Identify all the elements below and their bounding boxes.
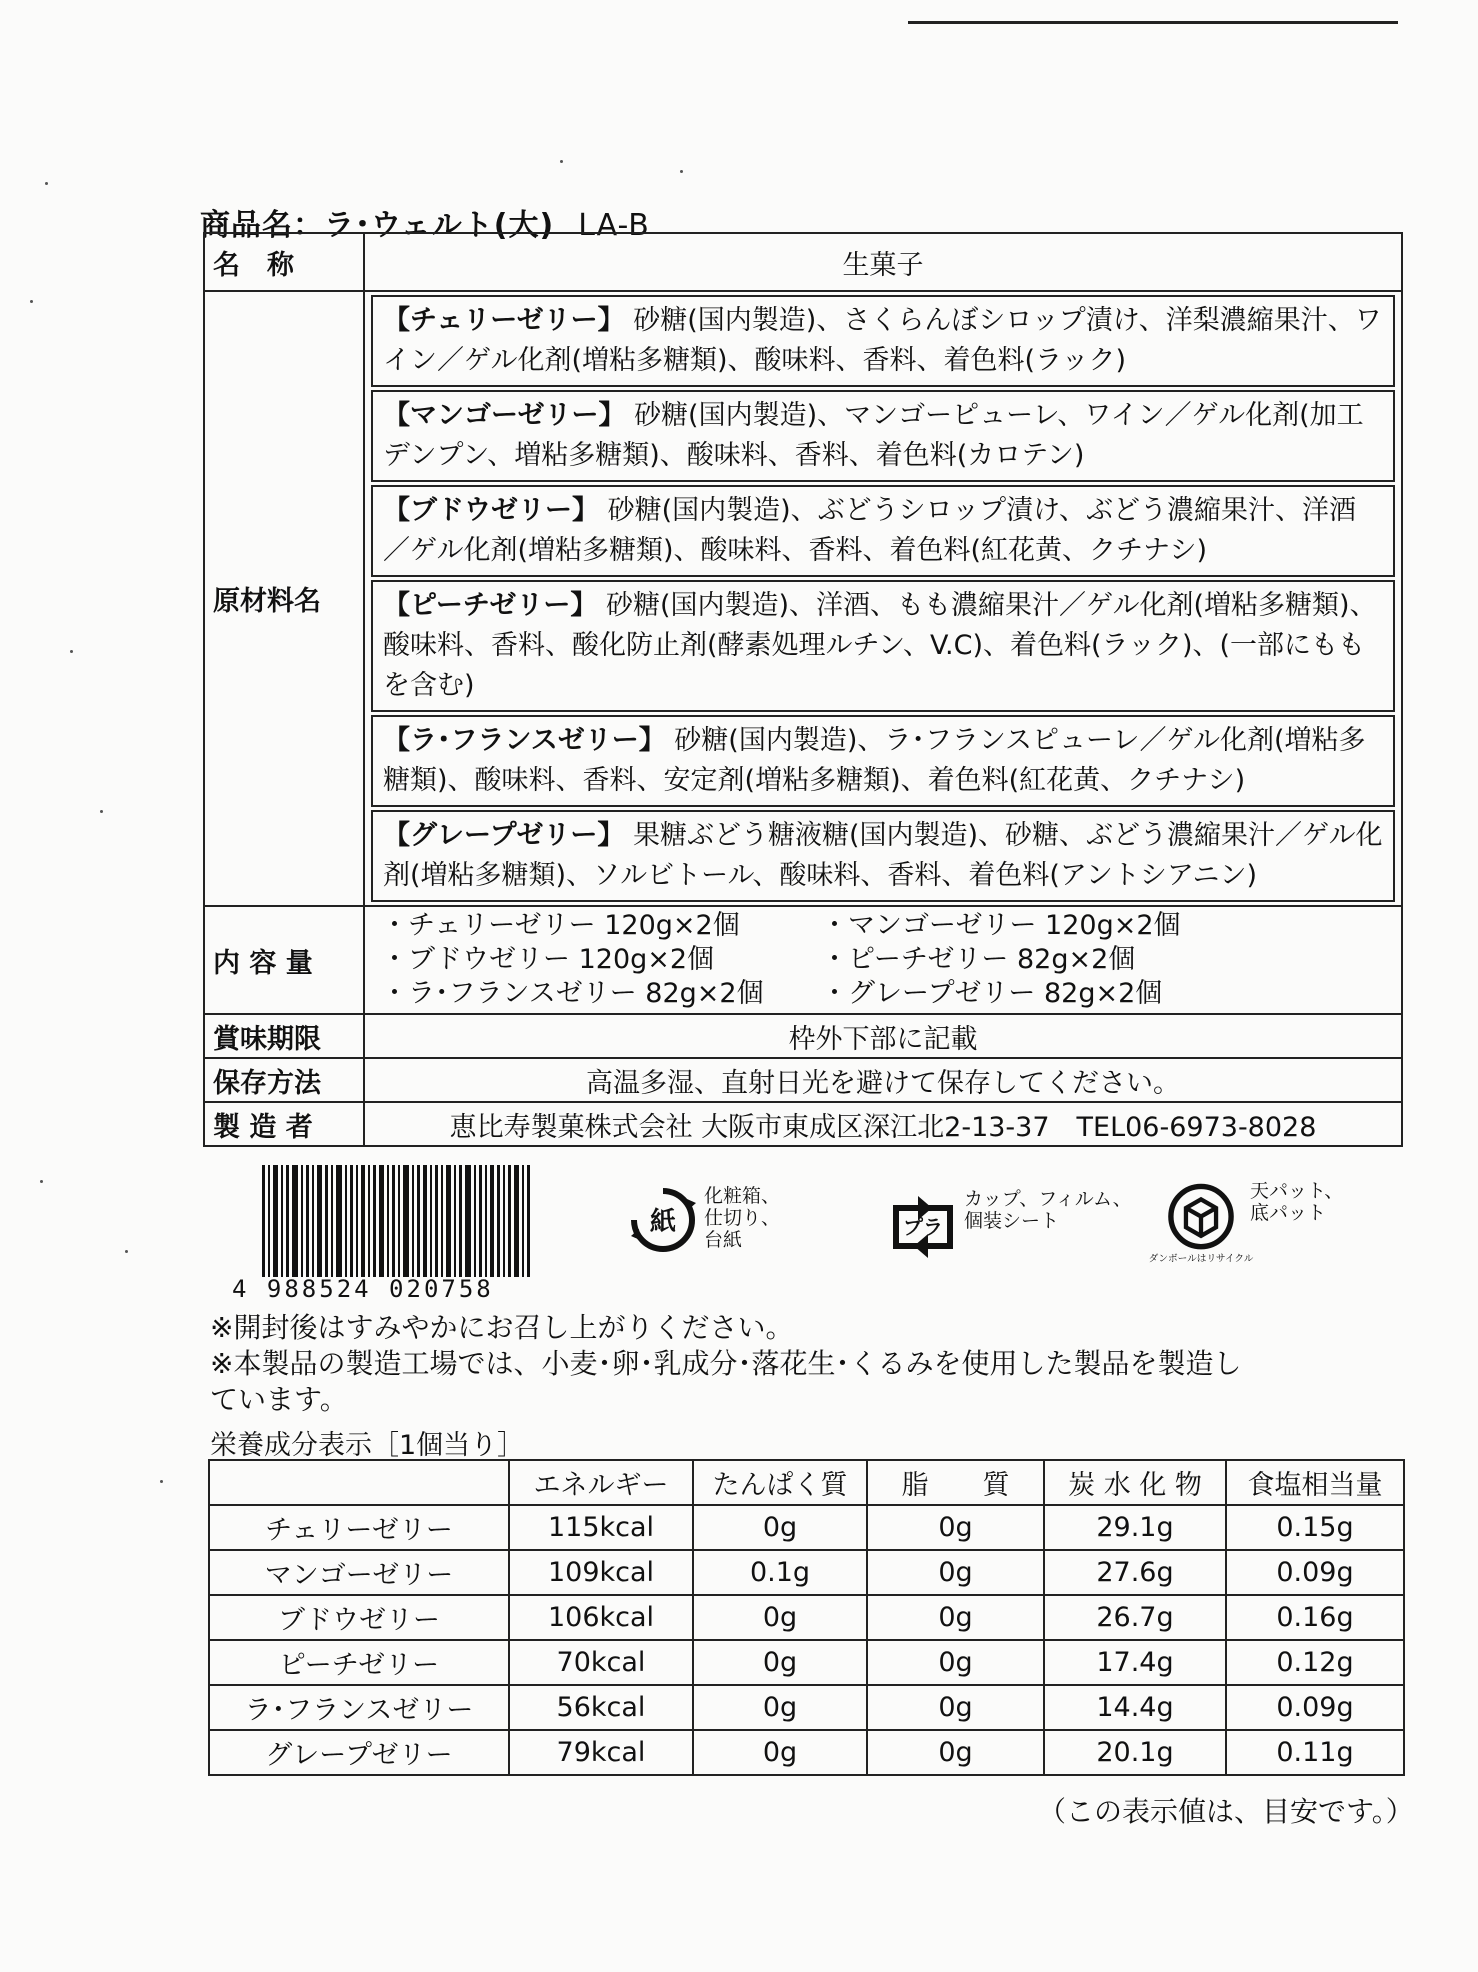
header-salt: 食塩相当量 <box>1226 1460 1404 1505</box>
ingredient-text: 果糖ぶどう糖液糖(国内製造)、砂糖、ぶどう濃縮果汁／ゲル化剤(増粘多糖類)、ソルビトール、酸味料、香料、着色料(アントシアニン) <box>383 820 1383 891</box>
maker-label: 製 造 者 <box>204 1102 364 1146</box>
recycle-text: 個装シート <box>964 1210 1060 1232</box>
paper-mark: 紙 <box>649 1207 677 1237</box>
scan-speck <box>160 1480 163 1483</box>
barcode-number: 4 988524 020758 <box>232 1275 494 1303</box>
contents-item: ・グレープゼリー 82g×2個 <box>821 978 1163 1009</box>
contents-row <box>381 943 1385 977</box>
ingredient-block <box>371 485 1395 577</box>
nutrition-row <box>209 1505 1404 1550</box>
cell-energy: 109kcal <box>509 1550 693 1595</box>
contents-item: ・マンゴーゼリー 120g×2個 <box>821 910 1181 941</box>
ingredient-text: 砂糖(国内製造)、洋酒、もも濃縮果汁／ゲル化剤(増粘多糖類)、酸味料、香料、酸化防止剤(酵素処理ルチン、V.C)、着色料(ラック)、(一部にももを含む) <box>383 590 1377 701</box>
product-code: LA-B <box>578 208 650 243</box>
cell-energy: 70kcal <box>509 1640 693 1685</box>
row-name: ブドウゼリー <box>209 1595 509 1640</box>
recycle-plastic <box>888 1188 1132 1258</box>
ingredient-block <box>371 390 1395 482</box>
cell-carbs: 20.1g <box>1044 1730 1226 1775</box>
contents-item: ・ラ･フランスゼリー 82g×2個 <box>381 978 764 1009</box>
product-name: 商品名：ラ･ウェルト(大) <box>200 208 555 243</box>
cell-energy: 56kcal <box>509 1685 693 1730</box>
scan-speck <box>100 810 103 813</box>
note-line: ※開封後はすみやかにお召し上がりください。 <box>210 1311 794 1344</box>
row-name: マンゴーゼリー <box>209 1550 509 1595</box>
nutrition-header-row <box>209 1460 1404 1505</box>
ingredient-name: 【マンゴーゼリー】 <box>383 400 626 431</box>
recycle-text: 台紙 <box>704 1229 743 1251</box>
cell-carbs: 29.1g <box>1044 1505 1226 1550</box>
expiry-label: 賞味期限 <box>204 1014 364 1058</box>
scan-speck <box>560 160 563 163</box>
cell-protein: 0g <box>693 1505 867 1550</box>
ingredient-block <box>371 295 1395 387</box>
scan-speck <box>70 650 73 653</box>
cell-fat: 0g <box>867 1685 1044 1730</box>
header-fat: 脂 質 <box>867 1460 1044 1505</box>
cardboard-mark: ダンボールはリサイクル <box>1148 1253 1254 1265</box>
cell-energy: 79kcal <box>509 1730 693 1775</box>
paper-recycle-icon <box>628 1185 698 1255</box>
ingredient-name: 【ラ･フランスゼリー】 <box>383 725 666 756</box>
cell-carbs: 17.4g <box>1044 1640 1226 1685</box>
cell-protein: 0.1g <box>693 1550 867 1595</box>
nutrition-row <box>209 1595 1404 1640</box>
cell-fat: 0g <box>867 1550 1044 1595</box>
ingredient-block <box>371 580 1395 712</box>
cell-protein: 0g <box>693 1595 867 1640</box>
cell-energy: 115kcal <box>509 1505 693 1550</box>
contents-row <box>381 909 1385 943</box>
plastic-recycle-icon <box>888 1188 958 1258</box>
header-carbs: 炭 水 化 物 <box>1044 1460 1226 1505</box>
cell-carbs: 27.6g <box>1044 1550 1226 1595</box>
ingredient-name: 【チェリーゼリー】 <box>383 305 625 336</box>
scan-edge-line <box>908 21 1398 24</box>
cell-protein: 0g <box>693 1730 867 1775</box>
nutrition-row <box>209 1730 1404 1775</box>
cell-fat: 0g <box>867 1595 1044 1640</box>
nutrition-corner <box>209 1460 509 1505</box>
name-value: 生菓子 <box>364 233 1402 291</box>
ingredients-cell <box>364 291 1402 906</box>
row-name: ピーチゼリー <box>209 1640 509 1685</box>
nutrition-row <box>209 1550 1404 1595</box>
maker-value: 恵比寿製菓株式会社 大阪市東成区深江北2-13-37 TEL06-6973-8028 <box>364 1102 1402 1146</box>
cell-fat: 0g <box>867 1730 1044 1775</box>
cell-carbs: 26.7g <box>1044 1595 1226 1640</box>
row-name: グレープゼリー <box>209 1730 509 1775</box>
contents-cell <box>364 906 1402 1014</box>
ingredient-block <box>371 810 1395 902</box>
plastic-mark: プラ <box>903 1215 943 1239</box>
scan-speck <box>40 1180 43 1183</box>
ingredient-block <box>371 715 1395 807</box>
scan-speck <box>680 170 683 173</box>
ingredient-name: 【ブドウゼリー】 <box>383 495 599 526</box>
nutrition-row <box>209 1685 1404 1730</box>
scan-speck <box>125 1250 128 1253</box>
storage-label: 保存方法 <box>204 1058 364 1102</box>
cell-salt: 0.12g <box>1226 1640 1404 1685</box>
ingredient-text: 砂糖(国内製造)、ぶどうシロップ漬け、ぶどう濃縮果汁、洋酒／ゲル化剤(増粘多糖類)、酸味料、香料、着色料(紅花黄、クチナシ) <box>383 495 1357 566</box>
note-line: ています。 <box>210 1383 348 1416</box>
cell-protein: 0g <box>693 1685 867 1730</box>
recycle-text: 化粧箱、 <box>704 1185 781 1207</box>
contents-label: 内 容 量 <box>204 906 364 1014</box>
nutrition-table <box>208 1459 1405 1776</box>
contents-item: ・ブドウゼリー 120g×2個 <box>381 944 715 975</box>
nutrition-row <box>209 1640 1404 1685</box>
ingredients-label: 原材料名 <box>204 291 364 906</box>
label-table <box>203 232 1403 1147</box>
recycle-text: 天パット、 <box>1250 1180 1344 1202</box>
ingredient-text: 砂糖(国内製造)、ラ･フランスピューレ／ゲル化剤(増粘多糖類)、酸味料、香料、安定剤(増粘多糖類)、着色料(紅花黄、クチナシ) <box>383 725 1366 796</box>
cell-salt: 0.16g <box>1226 1595 1404 1640</box>
nutrition-footnote: （この表示値は、目安です。） <box>1038 1795 1414 1828</box>
ingredient-name: 【グレープゼリー】 <box>383 820 625 851</box>
nutrition-title: 栄養成分表示［1個当り］ <box>210 1430 525 1461</box>
header-energy: エネルギー <box>509 1460 693 1505</box>
scan-speck <box>30 300 33 303</box>
cell-salt: 0.15g <box>1226 1505 1404 1550</box>
recycle-cardboard <box>1148 1180 1344 1266</box>
cell-energy: 106kcal <box>509 1595 693 1640</box>
storage-value: 高温多湿、直射日光を避けて保存してください。 <box>364 1058 1402 1102</box>
barcode <box>262 1165 557 1278</box>
cell-protein: 0g <box>693 1640 867 1685</box>
expiry-value: 枠外下部に記載 <box>364 1014 1402 1058</box>
ingredient-text: 砂糖(国内製造)、マンゴーピューレ、ワイン／ゲル化剤(加工デンプン、増粘多糖類)、酸味料、香料、着色料(カロテン) <box>383 400 1364 471</box>
recycle-text: カップ、フィルム、 <box>964 1188 1132 1210</box>
ingredient-name: 【ピーチゼリー】 <box>383 590 598 621</box>
contents-item: ・チェリーゼリー 120g×2個 <box>381 910 740 941</box>
cardboard-recycle-icon <box>1148 1180 1254 1266</box>
recycle-text: 底パット <box>1250 1202 1327 1224</box>
recycle-text: 仕切り、 <box>704 1207 781 1229</box>
cell-salt: 0.09g <box>1226 1550 1404 1595</box>
header-protein: たんぱく質 <box>693 1460 867 1505</box>
ingredient-text: 砂糖(国内製造)、さくらんぼシロップ漬け、洋梨濃縮果汁、ワイン／ゲル化剤(増粘多糖類)、酸味料、香料、着色料(ラック) <box>383 305 1382 376</box>
contents-row <box>381 977 1385 1011</box>
cell-salt: 0.09g <box>1226 1685 1404 1730</box>
contents-item: ・ピーチゼリー 82g×2個 <box>821 944 1136 975</box>
barcode-bars <box>262 1165 557 1277</box>
recycle-paper <box>628 1185 780 1255</box>
note-line: ※本製品の製造工場では、小麦･卵･乳成分･落花生･くるみを使用した製品を製造し <box>210 1347 1242 1380</box>
cell-fat: 0g <box>867 1640 1044 1685</box>
cell-carbs: 14.4g <box>1044 1685 1226 1730</box>
name-label: 名 称 <box>204 233 364 291</box>
cell-salt: 0.11g <box>1226 1730 1404 1775</box>
row-name: ラ･フランスゼリー <box>209 1685 509 1730</box>
scan-speck <box>45 182 48 185</box>
cell-fat: 0g <box>867 1505 1044 1550</box>
row-name: チェリーゼリー <box>209 1505 509 1550</box>
